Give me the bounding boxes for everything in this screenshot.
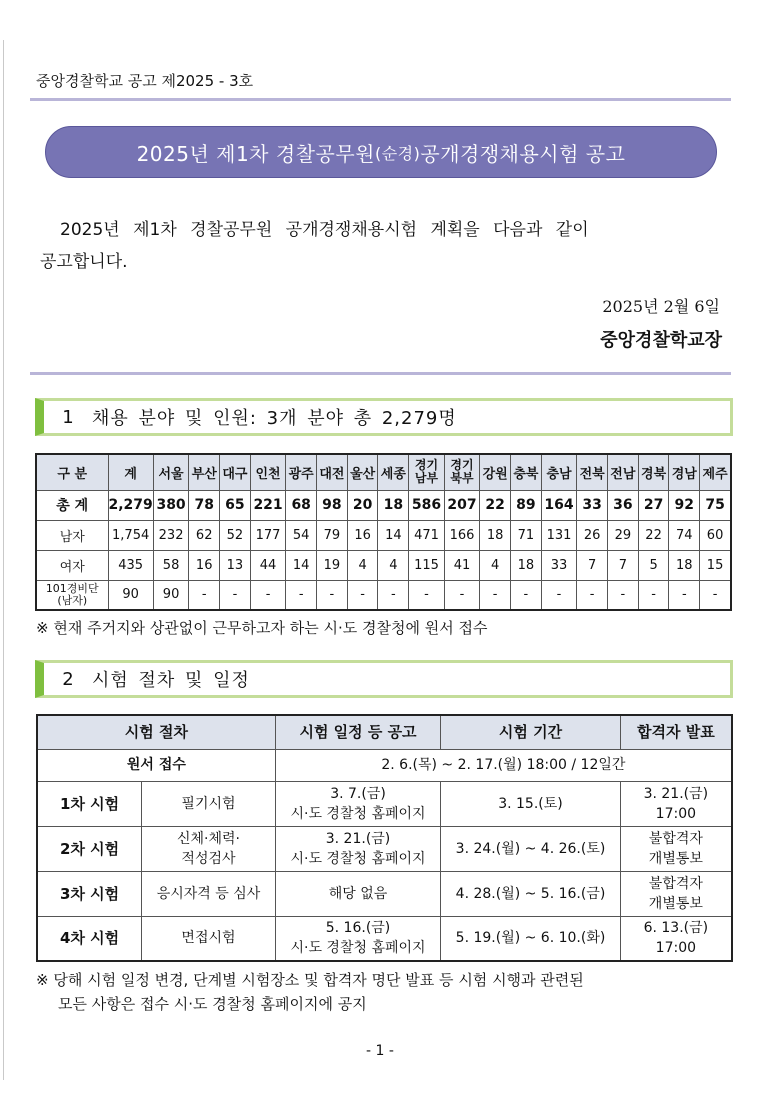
- cell: 166: [444, 520, 480, 550]
- signer-name: 중앙경찰학교장: [600, 330, 722, 351]
- cell: 4: [480, 550, 511, 580]
- header-divider: [30, 98, 731, 101]
- intro-line-1: 2025년 제1차 경찰공무원 공개경쟁채용시험 계획을 다음과 같이: [60, 220, 589, 240]
- cell: 27: [638, 490, 669, 520]
- section-2-number: 2: [62, 668, 74, 690]
- stage-type: 면접시험: [142, 916, 276, 961]
- cell: 14: [378, 520, 409, 550]
- section-2-title: 시험 절차 및 일정: [92, 670, 250, 691]
- receipt-label: 원서 접수: [37, 749, 275, 781]
- cell: 7: [577, 550, 608, 580]
- col-result: 합격자 발표: [620, 715, 732, 749]
- cell: 52: [220, 520, 251, 550]
- recruitment-header-row: [36, 454, 731, 490]
- col-category: 구 분: [36, 454, 108, 490]
- col-region: 경북: [638, 454, 669, 490]
- stage-label: 1차 시험: [37, 781, 142, 826]
- col-region: 세종: [378, 454, 409, 490]
- cell: -: [480, 580, 511, 610]
- cell: -: [511, 580, 542, 610]
- result-line: 개별통보: [648, 895, 703, 912]
- table-row: [36, 550, 731, 580]
- section-2-note-line-1: ※ 당해 시험 일정 변경, 단계별 시험장소 및 합격자 명단 발표 등 시험 시행과 관련된: [36, 971, 584, 989]
- cell: -: [669, 580, 700, 610]
- cell: 60: [700, 520, 731, 550]
- cell: 54: [286, 520, 317, 550]
- notice-date: 2025년 2월 6일: [602, 297, 720, 316]
- schedule-header-row: [37, 715, 732, 749]
- cell: -: [409, 580, 445, 610]
- notice-date-text: 3. 7.(금): [330, 785, 386, 802]
- cell: 33: [577, 490, 608, 520]
- col-region-line: 북부: [450, 471, 474, 486]
- table-row: [37, 781, 732, 826]
- result-line: 17:00: [655, 805, 697, 822]
- notice-cell: [275, 781, 441, 826]
- cell: 33: [541, 550, 577, 580]
- col-region: 울산: [347, 454, 378, 490]
- cell: 98: [317, 490, 348, 520]
- col-region: 전남: [608, 454, 639, 490]
- cell: -: [286, 580, 317, 610]
- section-1-header: [35, 398, 733, 436]
- row-label: 총 계: [36, 490, 108, 520]
- col-announcement: 시험 일정 등 공고: [275, 715, 441, 749]
- section-2-note-line-2: 모든 사항은 접수 시·도 경찰청 홈페이지에 공지: [58, 995, 367, 1013]
- result-line: 3. 21.(금): [643, 785, 709, 802]
- cell: 4: [378, 550, 409, 580]
- col-region-line: 경기: [414, 458, 439, 473]
- row-label: 여자: [36, 550, 108, 580]
- cell: 89: [511, 490, 542, 520]
- col-region: 제주: [700, 454, 731, 490]
- cell: 74: [669, 520, 700, 550]
- section-1-number: 1: [62, 406, 74, 428]
- col-region: 부산: [189, 454, 220, 490]
- table-row: [37, 749, 732, 781]
- table-row: [37, 826, 732, 871]
- row-label: 남자: [36, 520, 108, 550]
- table-row: [36, 520, 731, 550]
- col-region: [409, 454, 445, 490]
- table-row: [36, 580, 731, 610]
- cell: -: [189, 580, 220, 610]
- cell: 18: [669, 550, 700, 580]
- cell: 207: [444, 490, 480, 520]
- row-total: 435: [108, 550, 153, 580]
- cell: 75: [700, 490, 731, 520]
- stage-type: 필기시험: [142, 781, 276, 826]
- cell: 586: [409, 490, 445, 520]
- cell: -: [317, 580, 348, 610]
- cell: 18: [511, 550, 542, 580]
- notice-title: [45, 126, 717, 178]
- page-edge-line: [3, 40, 4, 1080]
- cell: 471: [409, 520, 445, 550]
- row-total: 90: [108, 580, 153, 610]
- notice-cell: [275, 916, 441, 961]
- cell: 90: [153, 580, 189, 610]
- cell: 16: [189, 550, 220, 580]
- stage-type: 응시자격 등 심사: [142, 871, 276, 916]
- row-total: 2,279: [108, 490, 153, 520]
- cell: 131: [541, 520, 577, 550]
- col-region: 전북: [577, 454, 608, 490]
- cell: 36: [608, 490, 639, 520]
- col-region: 서울: [153, 454, 189, 490]
- cell: 18: [378, 490, 409, 520]
- cell: 15: [700, 550, 731, 580]
- cell: 62: [189, 520, 220, 550]
- receipt-period: 2. 6.(목) ~ 2. 17.(월) 18:00 / 12일간: [275, 749, 732, 781]
- table-row: [36, 490, 731, 520]
- col-region: 충북: [511, 454, 542, 490]
- col-region: [444, 454, 480, 490]
- cell: -: [250, 580, 286, 610]
- result-line: 불합격자: [648, 830, 703, 847]
- cell: 26: [577, 520, 608, 550]
- cell: 13: [220, 550, 251, 580]
- body-divider: [30, 372, 731, 375]
- result-cell: [620, 871, 732, 916]
- col-region: 경남: [669, 454, 700, 490]
- intro-paragraph: [40, 214, 722, 278]
- col-total: 계: [108, 454, 153, 490]
- notice-where: 시·도 경찰청 홈페이지: [290, 940, 426, 957]
- col-region: 충남: [541, 454, 577, 490]
- row-label: [36, 580, 108, 610]
- period-cell: 5. 19.(월) ~ 6. 10.(화): [441, 916, 620, 961]
- stage-type-line: 신체·체력·: [176, 830, 240, 847]
- cell: -: [347, 580, 378, 610]
- col-region-line: 남부: [414, 471, 439, 486]
- cell: 71: [511, 520, 542, 550]
- result-line: 개별통보: [648, 850, 703, 867]
- cell: 22: [638, 520, 669, 550]
- cell: -: [608, 580, 639, 610]
- section-1-title: 채용 분야 및 인원: 3개 분야 총 2,279명: [92, 408, 457, 429]
- cell: 232: [153, 520, 189, 550]
- title-main-b: 공개경쟁채용시험 공고: [420, 141, 626, 166]
- notice-number: 중앙경찰학교 공고 제2025 - 3호: [36, 72, 254, 90]
- col-region: 인천: [250, 454, 286, 490]
- cell: 41: [444, 550, 480, 580]
- intro-line-2: 공고합니다.: [40, 252, 128, 272]
- stage-type: [142, 826, 276, 871]
- section-2-note: [36, 968, 736, 1016]
- result-cell: [620, 916, 732, 961]
- result-line: 6. 13.(금): [643, 920, 709, 937]
- stage-type-line: 적성검사: [181, 850, 236, 867]
- cell: 78: [189, 490, 220, 520]
- cell: -: [541, 580, 577, 610]
- stage-label: 2차 시험: [37, 826, 142, 871]
- cell: 164: [541, 490, 577, 520]
- cell: -: [378, 580, 409, 610]
- result-cell: [620, 826, 732, 871]
- section-1-note: ※ 현재 주거지와 상관없이 근무하고자 하는 시·도 경찰청에 원서 접수: [36, 619, 488, 637]
- cell: 29: [608, 520, 639, 550]
- row-total: 1,754: [108, 520, 153, 550]
- cell: -: [638, 580, 669, 610]
- cell: 20: [347, 490, 378, 520]
- row-label-line: (남자): [57, 593, 88, 607]
- cell: 7: [608, 550, 639, 580]
- col-region: 강원: [480, 454, 511, 490]
- col-region: 대구: [220, 454, 251, 490]
- cell: 65: [220, 490, 251, 520]
- notice-where: 시·도 경찰청 홈페이지: [290, 850, 426, 867]
- cell: -: [220, 580, 251, 610]
- title-small: (순경): [374, 143, 421, 163]
- section-2-header: [35, 660, 733, 698]
- cell: 115: [409, 550, 445, 580]
- cell: 44: [250, 550, 286, 580]
- cell: 79: [317, 520, 348, 550]
- notice-date-text: 5. 16.(금): [325, 920, 391, 937]
- stage-label: 4차 시험: [37, 916, 142, 961]
- period-cell: 3. 24.(월) ~ 4. 26.(토): [441, 826, 620, 871]
- cell: 19: [317, 550, 348, 580]
- result-line: 17:00: [655, 940, 697, 957]
- schedule-table: [36, 714, 733, 962]
- cell: 68: [286, 490, 317, 520]
- cell: 5: [638, 550, 669, 580]
- cell: 221: [250, 490, 286, 520]
- col-procedure: 시험 절차: [37, 715, 275, 749]
- cell: 58: [153, 550, 189, 580]
- notice-date-text: 3. 21.(금): [325, 830, 391, 847]
- cell: -: [700, 580, 731, 610]
- period-cell: 4. 28.(월) ~ 5. 16.(금): [441, 871, 620, 916]
- title-main-a: 2025년 제1차 경찰공무원: [136, 141, 375, 166]
- col-period: 시험 기간: [441, 715, 620, 749]
- cell: 380: [153, 490, 189, 520]
- page-number: - 1 -: [366, 1043, 394, 1059]
- cell: 177: [250, 520, 286, 550]
- period-cell: 3. 15.(토): [441, 781, 620, 826]
- col-region: 대전: [317, 454, 348, 490]
- cell: -: [444, 580, 480, 610]
- cell: 92: [669, 490, 700, 520]
- cell: -: [577, 580, 608, 610]
- stage-label: 3차 시험: [37, 871, 142, 916]
- col-region-line: 경기: [450, 458, 474, 473]
- notice-cell: 해당 없음: [275, 871, 441, 916]
- cell: 16: [347, 520, 378, 550]
- table-row: [37, 871, 732, 916]
- result-cell: [620, 781, 732, 826]
- cell: 18: [480, 520, 511, 550]
- notice-cell: [275, 826, 441, 871]
- row-label-line: 101경비단: [45, 581, 99, 595]
- table-row: [37, 916, 732, 961]
- col-region: 광주: [286, 454, 317, 490]
- cell: 22: [480, 490, 511, 520]
- notice-where: 시·도 경찰청 홈페이지: [290, 805, 426, 822]
- result-line: 불합격자: [648, 875, 703, 892]
- recruitment-table: [35, 453, 732, 611]
- cell: 4: [347, 550, 378, 580]
- cell: 14: [286, 550, 317, 580]
